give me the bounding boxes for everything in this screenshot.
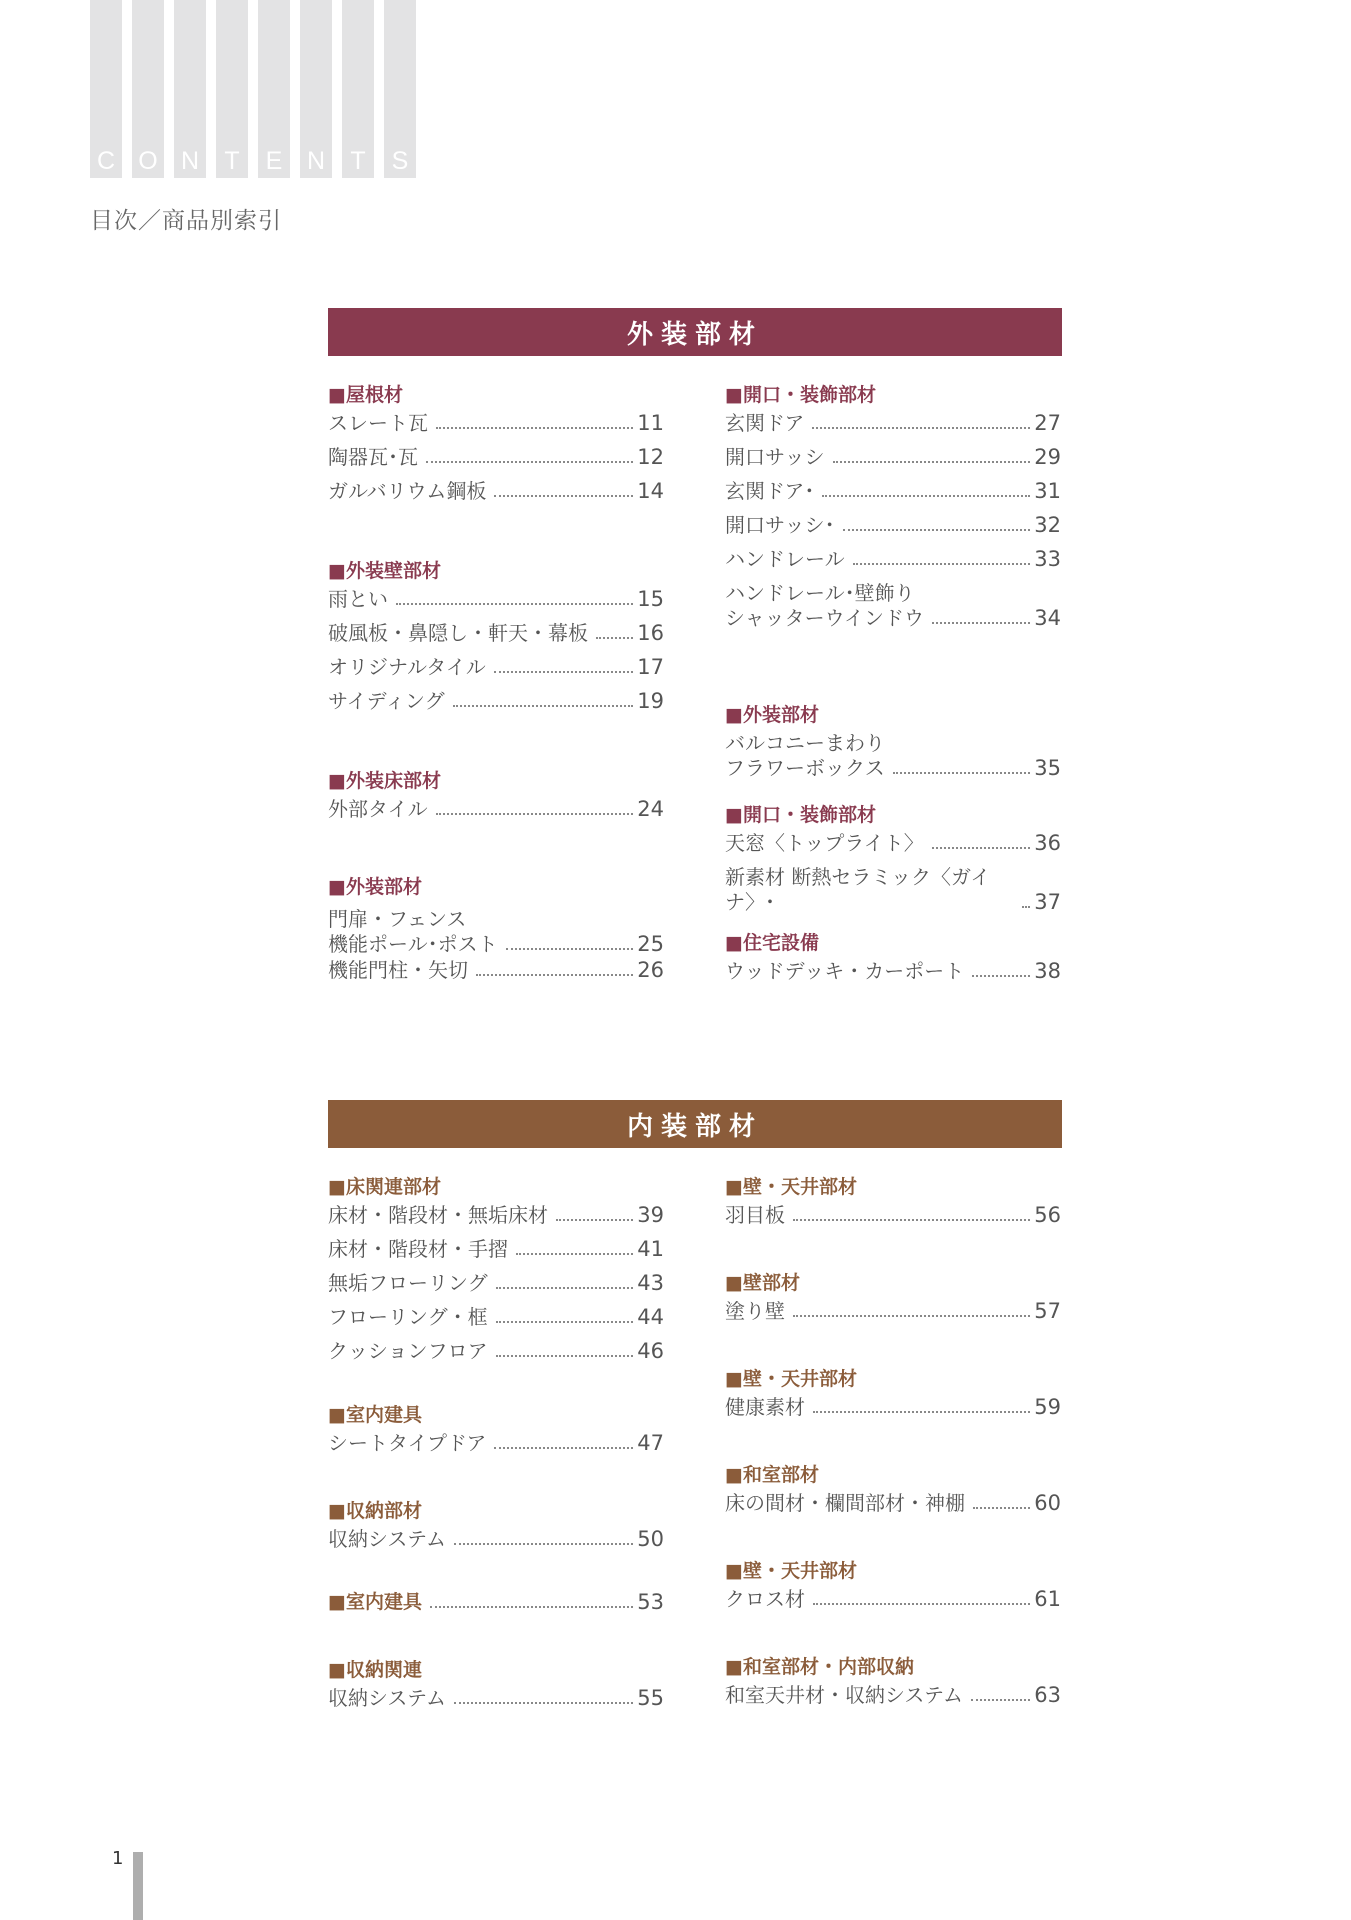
toc-entry-page: 60 bbox=[1034, 1491, 1061, 1515]
dot-leader bbox=[426, 461, 633, 463]
toc-entry-page: 47 bbox=[637, 1431, 664, 1455]
toc-entry[interactable] bbox=[328, 411, 664, 436]
dot-leader bbox=[496, 1321, 634, 1323]
logo-letter: T bbox=[224, 147, 240, 175]
toc-entry-label: 陶器瓦･瓦 bbox=[328, 445, 418, 469]
toc-entry-page: 19 bbox=[637, 689, 664, 713]
logo-bar bbox=[300, 0, 332, 178]
logo-letter: N bbox=[306, 147, 326, 175]
dot-leader bbox=[973, 1507, 1030, 1509]
toc-entry-label: 収納システム bbox=[328, 1686, 446, 1710]
toc-entry-label: 開口サッシ bbox=[725, 445, 825, 469]
dot-leader bbox=[893, 772, 1030, 774]
toc-entry-page: 36 bbox=[1034, 831, 1061, 855]
toc-entry-label: 無垢フローリング bbox=[328, 1271, 488, 1295]
toc-entry-page: 55 bbox=[637, 1686, 664, 1710]
toc-entry-label: 破風板・鼻隠し・軒天・幕板 bbox=[328, 621, 588, 645]
toc-entry-page: 16 bbox=[637, 621, 664, 645]
category-heading: ■壁・天井部材 bbox=[725, 1368, 857, 1390]
toc-entry[interactable] bbox=[725, 411, 1061, 436]
toc-entry-page: 27 bbox=[1034, 411, 1061, 435]
toc-entry-label: 床材・階段材・手摺 bbox=[328, 1237, 508, 1261]
toc-entry-label: 床の間材・欄間部材・神棚 bbox=[725, 1491, 965, 1515]
dot-leader bbox=[506, 948, 634, 950]
toc-entry-label: フローリング・框 bbox=[328, 1305, 488, 1329]
toc-entry[interactable] bbox=[328, 1686, 664, 1711]
dot-leader bbox=[453, 705, 634, 707]
toc-entry-page: 41 bbox=[637, 1237, 664, 1261]
toc-entry-page: 33 bbox=[1034, 547, 1061, 571]
toc-entry[interactable] bbox=[725, 1395, 1061, 1420]
dot-leader bbox=[822, 495, 1030, 497]
toc-entry-label: スレート瓦 bbox=[328, 411, 428, 435]
toc-entry[interactable] bbox=[725, 831, 1061, 856]
dot-leader bbox=[833, 461, 1031, 463]
logo-letter: C bbox=[96, 147, 116, 175]
dot-leader bbox=[436, 813, 634, 815]
toc-entry-label: 開口サッシ･ bbox=[725, 513, 835, 537]
logo-bar bbox=[258, 0, 290, 178]
toc-entry-page: 24 bbox=[637, 797, 664, 821]
toc-entry-label: 和室天井材・収納システム bbox=[725, 1683, 963, 1707]
toc-entry[interactable] bbox=[725, 479, 1061, 504]
logo-letter: N bbox=[180, 147, 200, 175]
page-number-bar bbox=[133, 1852, 143, 1920]
toc-entry-label: クッションフロア bbox=[328, 1339, 488, 1363]
toc-entry[interactable] bbox=[328, 907, 664, 957]
dot-leader bbox=[556, 1219, 633, 1221]
category-heading: ■収納部材 bbox=[328, 1500, 422, 1522]
toc-entry[interactable] bbox=[725, 1491, 1061, 1516]
toc-entry-page: 39 bbox=[637, 1203, 664, 1227]
dot-leader bbox=[454, 1543, 633, 1545]
toc-entry-page: 25 bbox=[637, 932, 664, 956]
page-number: 1 bbox=[112, 1848, 124, 1869]
toc-entry[interactable] bbox=[725, 1587, 1061, 1612]
toc-entry-label: 門扉・フェンス 機能ポール･ポスト bbox=[328, 907, 498, 956]
toc-entry-label: シートタイプドア bbox=[328, 1431, 487, 1455]
category-heading: ■開口・装飾部材 bbox=[725, 384, 876, 406]
logo-bar bbox=[216, 0, 248, 178]
dot-leader bbox=[454, 1702, 633, 1704]
dot-leader bbox=[813, 1603, 1030, 1605]
toc-entry[interactable] bbox=[328, 797, 664, 822]
dot-leader bbox=[396, 603, 633, 605]
toc-entry-page: 32 bbox=[1034, 513, 1061, 537]
category-heading: ■外装部材 bbox=[328, 876, 422, 898]
toc-entry-page: 59 bbox=[1034, 1395, 1061, 1419]
toc-entry-label: 玄関ドア･ bbox=[725, 479, 815, 503]
toc-entry-page: 31 bbox=[1034, 479, 1061, 503]
toc-entry-label: 床材・階段材・無垢床材 bbox=[328, 1203, 548, 1227]
dot-leader bbox=[494, 671, 633, 673]
logo-bar bbox=[90, 0, 122, 178]
category-heading: ■和室部材 bbox=[725, 1464, 819, 1486]
interior-section-title: 内装部材 bbox=[328, 1100, 1062, 1148]
toc-entry[interactable] bbox=[328, 1237, 664, 1262]
toc-entry[interactable] bbox=[328, 655, 664, 680]
category-heading: ■外装部材 bbox=[725, 704, 819, 726]
category-heading: ■外装床部材 bbox=[328, 770, 441, 792]
toc-entry-page: 12 bbox=[637, 445, 664, 469]
toc-entry-label: 天窓〈トップライト〉 bbox=[725, 831, 924, 855]
dot-leader bbox=[813, 1411, 1030, 1413]
toc-entry[interactable] bbox=[328, 621, 664, 646]
logo-bar bbox=[174, 0, 206, 178]
category-heading: ■外装壁部材 bbox=[328, 560, 441, 582]
toc-entry-page: 44 bbox=[637, 1305, 664, 1329]
category-heading: ■住宅設備 bbox=[725, 932, 819, 954]
logo-bar bbox=[132, 0, 164, 178]
dot-leader bbox=[932, 847, 1030, 849]
toc-entry[interactable] bbox=[328, 1203, 664, 1228]
dot-leader bbox=[853, 563, 1031, 565]
toc-entry[interactable] bbox=[725, 445, 1061, 470]
toc-entry-page: 61 bbox=[1034, 1587, 1061, 1611]
toc-entry[interactable] bbox=[328, 958, 664, 983]
exterior-section-title: 外装部材 bbox=[328, 308, 1062, 356]
toc-entry[interactable] bbox=[328, 587, 664, 612]
dot-leader bbox=[436, 427, 633, 429]
dot-leader bbox=[494, 1447, 633, 1449]
toc-entry[interactable] bbox=[725, 865, 1061, 915]
dot-leader bbox=[793, 1315, 1030, 1317]
toc-entry[interactable] bbox=[328, 1305, 664, 1330]
toc-entry-label: サイディング bbox=[328, 689, 445, 713]
toc-entry-label: 健康素材 bbox=[725, 1395, 805, 1419]
category-heading: ■開口・装飾部材 bbox=[725, 804, 876, 826]
logo-bar bbox=[342, 0, 374, 178]
toc-entry-page: 38 bbox=[1034, 959, 1061, 983]
category-heading: ■壁・天井部材 bbox=[725, 1560, 857, 1582]
toc-entry-page: 14 bbox=[637, 479, 664, 503]
toc-entry-page: 26 bbox=[637, 958, 664, 982]
toc-entry[interactable] bbox=[328, 479, 664, 504]
toc-entry-page: 11 bbox=[637, 411, 664, 435]
toc-entry[interactable] bbox=[725, 959, 1061, 984]
toc-entry[interactable] bbox=[725, 1683, 1061, 1708]
toc-entry-label: 羽目板 bbox=[725, 1203, 785, 1227]
logo-bar bbox=[384, 0, 416, 178]
category-heading: ■壁・天井部材 bbox=[725, 1176, 857, 1198]
toc-entry-page: 46 bbox=[637, 1339, 664, 1363]
toc-entry-label: ハンドレール bbox=[725, 547, 845, 571]
category-heading: ■壁部材 bbox=[725, 1272, 800, 1294]
dot-leader bbox=[843, 529, 1031, 531]
dot-leader bbox=[516, 1253, 633, 1255]
category-heading: ■収納関連 bbox=[328, 1659, 422, 1681]
toc-entry-page: 56 bbox=[1034, 1203, 1061, 1227]
toc-entry[interactable] bbox=[725, 731, 1061, 781]
toc-entry[interactable] bbox=[328, 689, 664, 714]
contents-logo bbox=[90, 0, 416, 180]
toc-entry-label: ガルバリウム鋼板 bbox=[328, 479, 487, 503]
toc-entry-label: 玄関ドア bbox=[725, 411, 805, 435]
toc-entry-page: 35 bbox=[1034, 756, 1061, 780]
toc-entry[interactable] bbox=[725, 547, 1061, 572]
toc-entry[interactable] bbox=[725, 513, 1061, 538]
toc-entry[interactable] bbox=[328, 1431, 664, 1456]
toc-entry-page: 57 bbox=[1034, 1299, 1061, 1323]
toc-entry[interactable] bbox=[725, 1203, 1061, 1228]
toc-entry-page: 63 bbox=[1034, 1683, 1061, 1707]
toc-entry-page: 50 bbox=[637, 1527, 664, 1551]
dot-leader bbox=[812, 427, 1030, 429]
dot-leader bbox=[496, 1355, 634, 1357]
category-heading: ■室内建具 bbox=[328, 1404, 422, 1426]
toc-entry[interactable] bbox=[328, 1590, 664, 1615]
dot-leader bbox=[932, 622, 1030, 624]
toc-entry-page: 29 bbox=[1034, 445, 1061, 469]
logo-letter: O bbox=[138, 147, 158, 175]
toc-entry-label: 新素材 断熱セラミック〈ガイナ〉･ bbox=[725, 865, 991, 914]
toc-entry-label: 収納システム bbox=[328, 1527, 446, 1551]
toc-entry-page: 53 bbox=[637, 1590, 664, 1614]
toc-entry[interactable] bbox=[725, 581, 1061, 631]
dot-leader bbox=[1022, 906, 1030, 908]
dot-leader bbox=[496, 1287, 634, 1289]
toc-entry[interactable] bbox=[725, 1299, 1061, 1324]
dot-leader bbox=[971, 1699, 1030, 1701]
category-heading: ■和室部材・内部収納 bbox=[725, 1656, 914, 1678]
toc-entry-label: 外部タイル bbox=[328, 797, 428, 821]
toc-entry-label: ■室内建具 bbox=[328, 1591, 422, 1613]
toc-entry-page: 34 bbox=[1034, 606, 1061, 630]
toc-entry-label: 塗り壁 bbox=[725, 1299, 785, 1323]
toc-entry-label: バルコニーまわり フラワーボックス bbox=[725, 731, 885, 780]
dot-leader bbox=[430, 1606, 633, 1608]
dot-leader bbox=[972, 975, 1030, 977]
dot-leader bbox=[494, 495, 633, 497]
category-heading: ■床関連部材 bbox=[328, 1176, 441, 1198]
toc-entry-label: オリジナルタイル bbox=[328, 655, 486, 679]
toc-entry-label: 機能門柱・矢切 bbox=[328, 958, 468, 982]
toc-entry-page: 17 bbox=[637, 655, 664, 679]
toc-entry[interactable] bbox=[328, 445, 664, 470]
logo-letter: S bbox=[391, 147, 409, 175]
toc-entry-label: ハンドレール･壁飾り シャッターウインドウ bbox=[725, 581, 924, 630]
page-subtitle: 目次／商品別索引 bbox=[90, 208, 282, 234]
toc-entry[interactable] bbox=[328, 1339, 664, 1364]
toc-entry-page: 37 bbox=[1034, 890, 1061, 914]
toc-entry-label: クロス材 bbox=[725, 1587, 805, 1611]
toc-entry-page: 43 bbox=[637, 1271, 664, 1295]
category-heading: ■屋根材 bbox=[328, 384, 403, 406]
logo-letter: E bbox=[265, 147, 283, 175]
toc-entry[interactable] bbox=[328, 1271, 664, 1296]
toc-entry-label: ウッドデッキ・カーポート bbox=[725, 959, 965, 983]
toc-entry-page: 15 bbox=[637, 587, 664, 611]
dot-leader bbox=[596, 637, 633, 639]
toc-entry[interactable] bbox=[328, 1527, 664, 1552]
toc-entry-label: 雨とい bbox=[328, 587, 388, 611]
logo-letter: T bbox=[350, 147, 366, 175]
dot-leader bbox=[793, 1219, 1030, 1221]
dot-leader bbox=[476, 974, 633, 976]
